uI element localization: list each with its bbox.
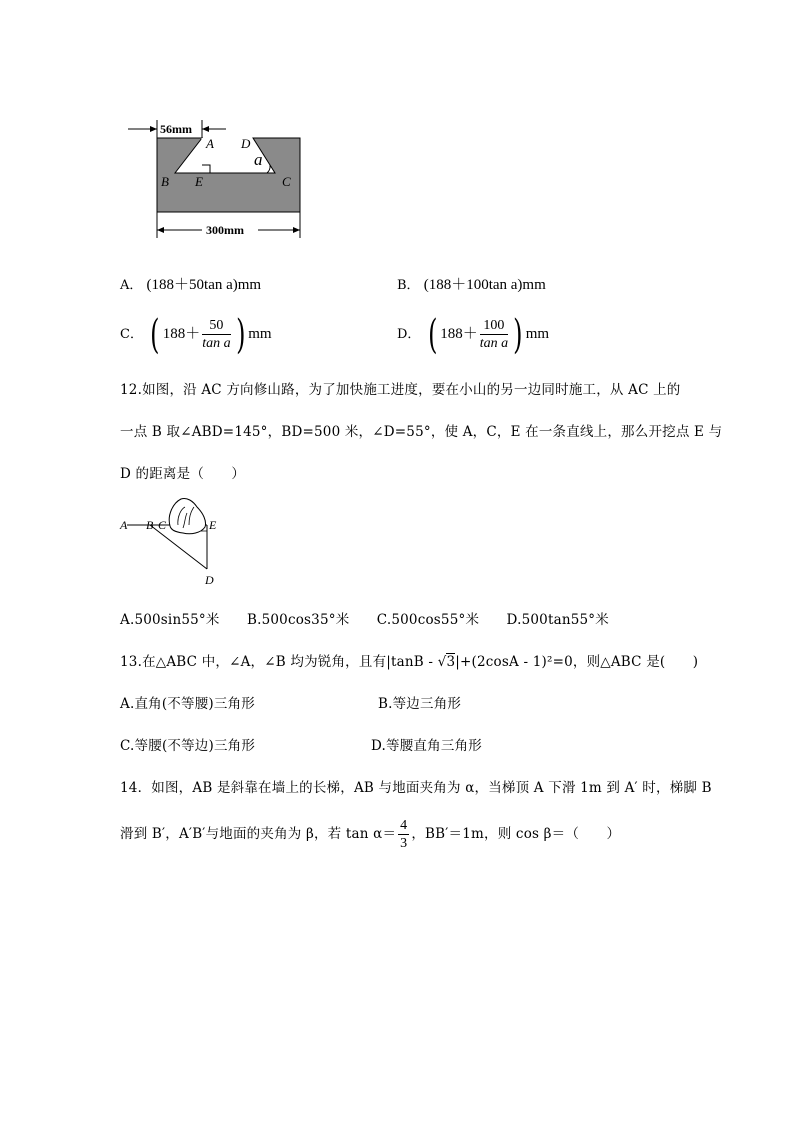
tan-fraction	[398, 817, 409, 852]
groove-shape	[157, 138, 300, 212]
option-C-key: C．	[120, 327, 143, 342]
option-A-text: (188＋50tan a)mm	[146, 277, 262, 293]
q14-line-2	[120, 813, 620, 855]
q14-line2-pre: 滑到 B′，A′B′与地面的夹角为 β，若 tan α＝	[120, 826, 397, 842]
right-paren: )	[235, 311, 246, 358]
option-B-text: (188＋100tan a)mm	[423, 277, 546, 293]
q11-option-D	[397, 313, 549, 356]
left-paren: (	[150, 311, 160, 358]
q12-options: A.500sin55°米 B.500cos35°米 C.500cos55°米 D.500tan55°米	[120, 612, 609, 628]
left-paren: (	[427, 311, 438, 358]
point-C-label: C	[282, 174, 291, 189]
fig2-B-label: B	[146, 518, 154, 532]
option-B-key: B．	[397, 278, 420, 293]
option-C-pre: 188＋	[162, 326, 201, 342]
option-D-post: mm	[525, 326, 550, 342]
base-label: 300mm	[206, 223, 244, 237]
q12-line-1: 12.如图，沿 AC 方向修山路，为了加快施工进度，要在小山的另一边同时施工，从 AC 上的	[120, 382, 681, 398]
point-B-label: B	[161, 174, 169, 189]
q13-option-A: A.直角(不等腰)三角形	[120, 696, 255, 712]
angle-label: a	[254, 150, 263, 169]
q11-option-B	[397, 273, 546, 294]
option-D-fraction	[480, 317, 508, 352]
groove-figure	[120, 115, 320, 245]
point-E-label: E	[195, 174, 203, 189]
q12-line-3: D 的距离是（ ）	[120, 466, 246, 482]
tan-fraction-den: 3	[400, 836, 408, 851]
point-D-label: D	[241, 136, 251, 151]
sqrt-radicand: 3	[446, 654, 456, 670]
q13-option-B: B.等边三角形	[378, 696, 462, 712]
mountain-figure	[115, 495, 225, 590]
option-C-post: mm	[248, 326, 272, 342]
option-C-fraction	[202, 317, 230, 352]
width-label: 56mm	[160, 122, 192, 136]
option-D-num: 100	[480, 317, 508, 335]
tan-fraction-num: 4	[400, 818, 408, 833]
q13-stem-post: |+(2cosA - 1)²=0，则△ABC 是( )	[455, 654, 699, 670]
option-C-num: 50	[202, 317, 230, 335]
q13-stem	[120, 650, 698, 670]
right-paren: )	[513, 311, 523, 358]
q11-option-A	[120, 273, 261, 294]
option-D-pre: 188＋	[440, 326, 478, 342]
option-D-den: tan a	[479, 336, 509, 351]
point-A-label: A	[206, 136, 214, 151]
fig2-D-label: D	[205, 573, 214, 587]
option-A-key: A．	[120, 278, 143, 293]
q14-line-1: 14．如图，AB 是斜靠在墙上的长梯，AB 与地面夹角为 α，当梯顶 A 下滑 1m 到 A′ 时，梯脚 B	[120, 780, 712, 796]
q13-option-C: C.等腰(不等边)三角形	[120, 738, 256, 754]
fig2-C-label: C	[158, 518, 167, 532]
q13-stem-pre: 13.在△ABC 中，∠A，∠B 均为锐角，且有|tanB -	[120, 654, 438, 670]
option-C-den: tan a	[202, 336, 231, 351]
q14-line2-post: ，BB′＝1m，则 cos β＝（ ）	[411, 826, 621, 842]
sqrt-symbol: √	[437, 654, 447, 670]
q11-option-C	[120, 313, 272, 356]
option-D-key: D．	[397, 327, 421, 342]
fig2-A-label: A	[120, 518, 128, 532]
fig2-E-label: E	[209, 518, 217, 532]
q13-option-D: D.等腰直角三角形	[371, 738, 482, 754]
q12-line-2: 一点 B 取∠ABD=145°，BD=500 米，∠D=55°，使 A，C，E 在一条直线上，那么开挖点 E 与	[120, 424, 723, 440]
